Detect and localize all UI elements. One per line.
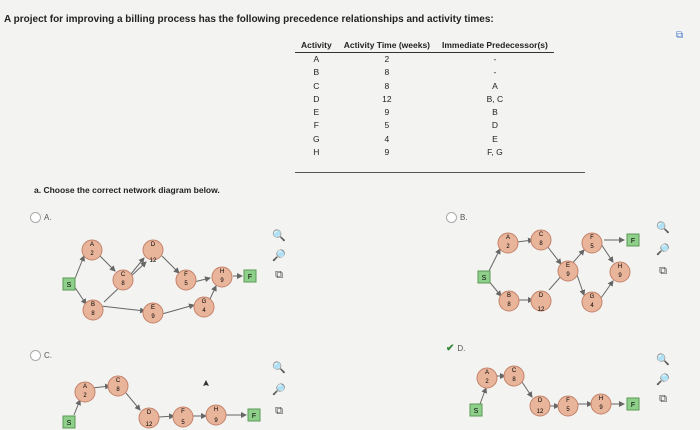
cell: 12 <box>382 93 392 104</box>
svg-text:C: C <box>115 378 121 384</box>
svg-text:2: 2 <box>506 244 510 250</box>
cell: H <box>313 147 320 158</box>
svg-text:F: F <box>181 409 185 415</box>
svg-text:4: 4 <box>202 308 206 314</box>
cell: 9 <box>384 107 390 118</box>
cell: - <box>493 67 497 78</box>
zoom-in-icon[interactable]: 🔍 <box>272 229 286 242</box>
problem-statement: A project for improving a billing process has the following precedence relationships and activity times: <box>4 14 494 25</box>
svg-text:S: S <box>473 408 479 415</box>
svg-text:B: B <box>90 302 96 308</box>
svg-text:12: 12 <box>149 258 157 264</box>
cell: D <box>313 93 320 104</box>
option-a-label: A. <box>44 213 52 222</box>
table-header: Activity <box>295 38 338 53</box>
svg-text:F: F <box>630 402 636 409</box>
svg-text:F: F <box>566 398 570 404</box>
cell: A <box>492 80 498 91</box>
cell: 8 <box>384 67 390 78</box>
svg-text:F: F <box>251 413 257 420</box>
svg-text:5: 5 <box>184 281 188 287</box>
svg-text:12: 12 <box>536 409 544 415</box>
svg-text:F: F <box>184 272 188 278</box>
svg-text:9: 9 <box>214 418 218 424</box>
svg-text:8: 8 <box>91 311 95 317</box>
cell: - <box>493 54 497 64</box>
svg-text:E: E <box>150 305 156 311</box>
svg-text:H: H <box>598 396 604 402</box>
svg-text:F: F <box>247 274 253 281</box>
option-b-label: B. <box>460 213 468 222</box>
popout-icon[interactable]: ⧉ <box>659 392 667 405</box>
cell: D <box>491 120 498 131</box>
svg-text:A: A <box>505 235 511 241</box>
svg-text:8: 8 <box>116 387 120 393</box>
svg-text:2: 2 <box>83 393 87 399</box>
svg-text:F: F <box>630 238 636 245</box>
option-d-label: D. <box>457 344 466 353</box>
svg-text:9: 9 <box>151 314 155 320</box>
svg-text:D: D <box>150 242 156 248</box>
cell: B <box>492 107 498 118</box>
svg-text:S: S <box>481 275 487 282</box>
popout-icon[interactable]: ⧉ <box>659 264 667 277</box>
cell: 8 <box>384 80 390 91</box>
cell: 2 <box>384 54 390 64</box>
svg-text:8: 8 <box>512 377 516 383</box>
svg-text:D: D <box>537 398 543 404</box>
svg-text:12: 12 <box>145 422 153 428</box>
svg-text:9: 9 <box>618 273 622 279</box>
svg-text:E: E <box>565 263 571 269</box>
svg-text:H: H <box>219 269 225 275</box>
cell: F, G <box>487 147 503 158</box>
svg-text:C: C <box>511 368 517 374</box>
cell: A <box>313 54 320 64</box>
cell: B <box>313 67 320 78</box>
start-label: S <box>66 282 72 289</box>
svg-text:B: B <box>506 293 512 299</box>
popout-icon[interactable]: ⧉ <box>275 404 283 417</box>
svg-text:9: 9 <box>566 272 570 278</box>
zoom-out-icon[interactable]: 🔎 <box>656 243 670 256</box>
cell: F <box>313 120 319 131</box>
zoom-out-icon[interactable]: 🔎 <box>272 383 286 396</box>
cell: 5 <box>384 120 390 131</box>
svg-text:5: 5 <box>590 244 594 250</box>
copy-icon[interactable]: ⧉ <box>676 30 684 41</box>
svg-text:D: D <box>146 410 152 416</box>
svg-text:A: A <box>484 370 490 376</box>
table-header: Activity Time (weeks) <box>338 38 436 53</box>
cell: B, C <box>486 93 504 104</box>
svg-text:2: 2 <box>485 379 489 385</box>
svg-text:9: 9 <box>599 405 603 411</box>
svg-text:H: H <box>213 407 219 413</box>
cell: E <box>313 107 320 118</box>
cell: 4 <box>384 133 390 144</box>
zoom-out-icon[interactable]: 🔎 <box>272 249 286 262</box>
svg-text:G: G <box>201 299 207 305</box>
zoom-out-icon[interactable]: 🔎 <box>656 373 670 386</box>
svg-text:C: C <box>538 232 544 238</box>
popout-icon[interactable]: ⧉ <box>275 268 283 281</box>
svg-text:A: A <box>89 242 95 248</box>
option-c-label: C. <box>44 351 52 360</box>
cell: 9 <box>384 147 390 158</box>
svg-text:8: 8 <box>507 302 511 308</box>
checkmark-icon: ✔ <box>446 343 455 354</box>
zoom-in-icon[interactable]: 🔍 <box>656 353 670 366</box>
svg-text:8: 8 <box>121 281 125 287</box>
zoom-in-icon[interactable]: 🔍 <box>656 221 670 234</box>
zoom-in-icon[interactable]: 🔍 <box>272 361 286 374</box>
svg-text:5: 5 <box>181 420 185 426</box>
svg-text:9: 9 <box>220 278 224 284</box>
svg-text:A: A <box>82 384 88 390</box>
cell: C <box>313 80 320 91</box>
cell: G <box>313 133 320 144</box>
svg-text:D: D <box>538 293 544 299</box>
svg-text:C: C <box>120 272 126 278</box>
svg-text:8: 8 <box>539 241 543 247</box>
svg-text:4: 4 <box>590 303 594 309</box>
cell: E <box>492 133 498 144</box>
svg-text:H: H <box>617 264 623 270</box>
svg-text:F: F <box>590 235 594 241</box>
table-header: Immediate Predecessor(s) <box>436 38 554 53</box>
svg-text:2: 2 <box>90 251 94 257</box>
svg-text:12: 12 <box>537 307 545 313</box>
svg-text:G: G <box>589 294 595 300</box>
question-text: a. Choose the correct network diagram below. <box>34 185 220 195</box>
svg-text:5: 5 <box>566 407 570 413</box>
svg-text:S: S <box>66 420 72 427</box>
